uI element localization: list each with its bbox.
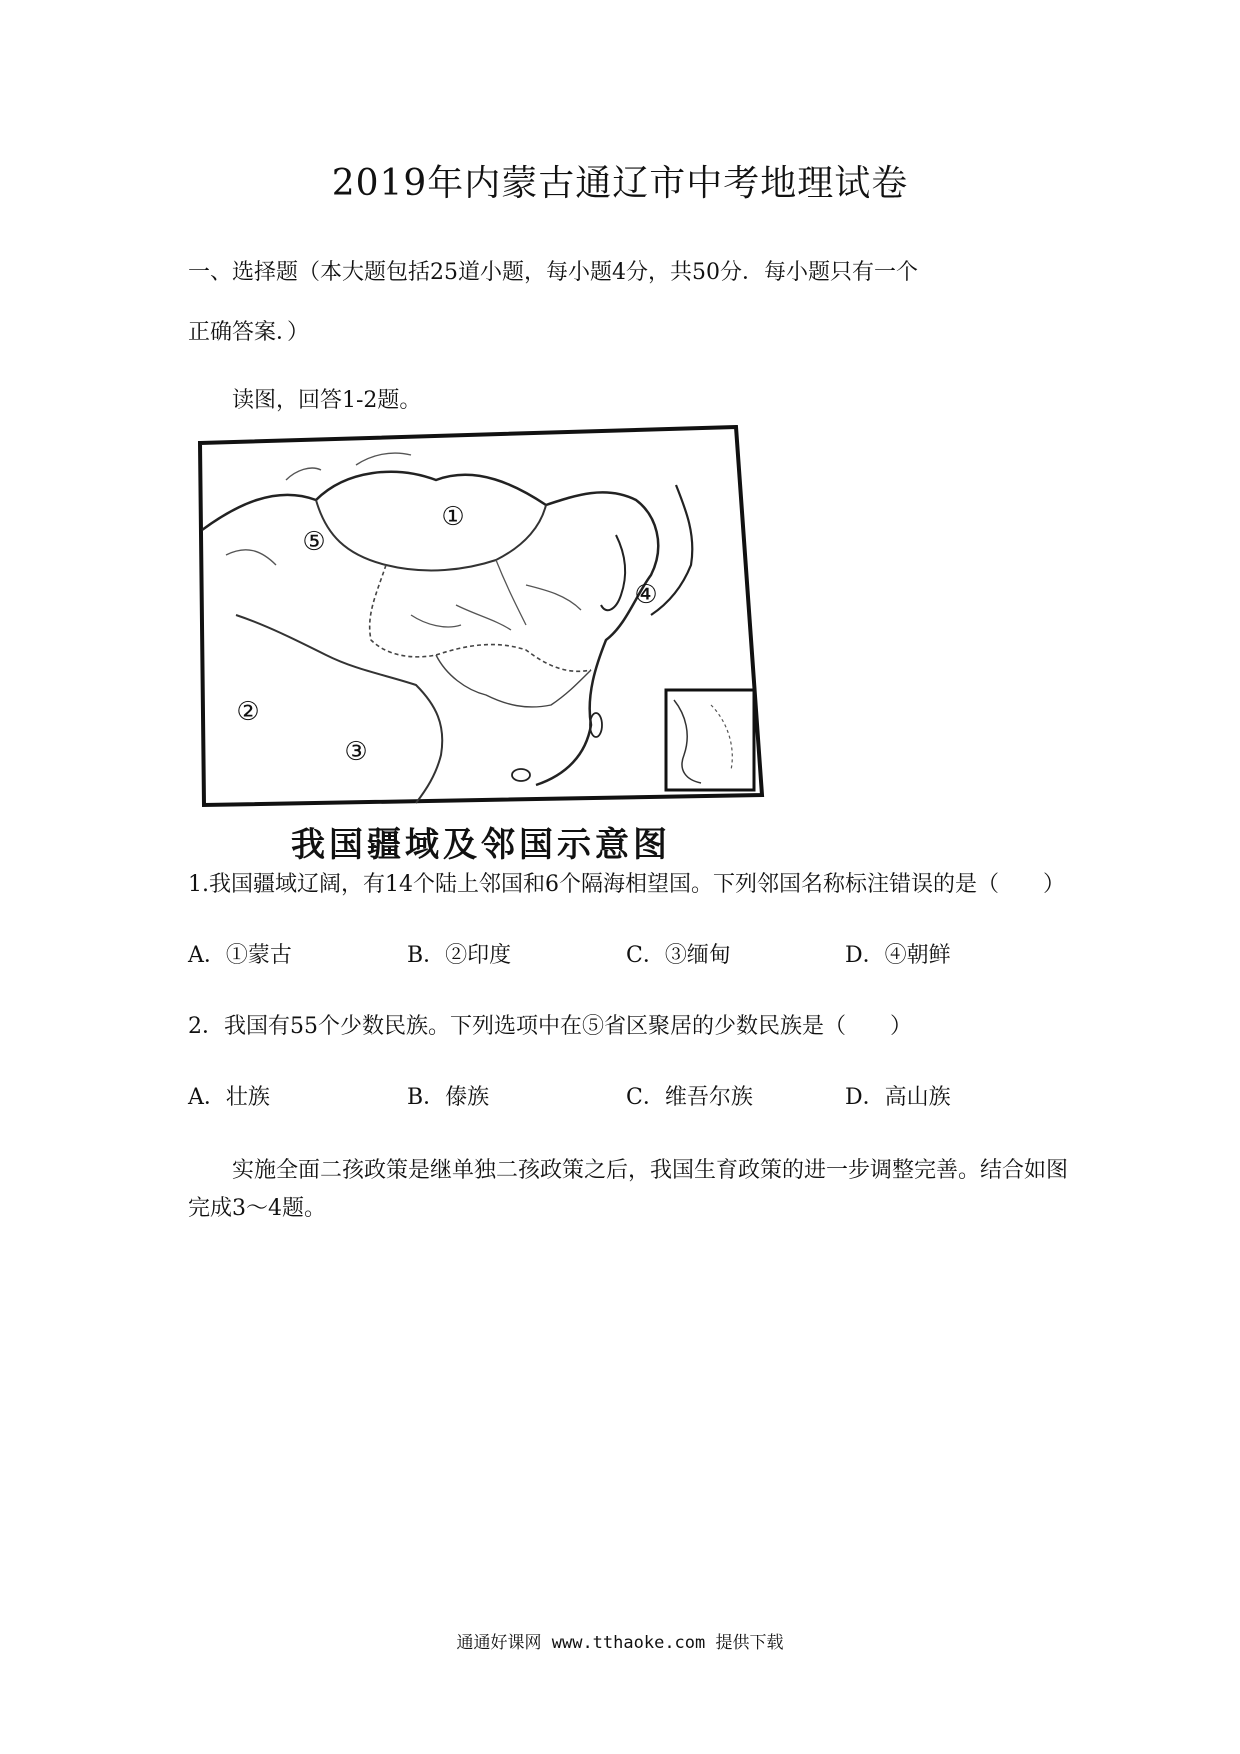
section-heading-line1: 一、选择题（本大题包括25道小题，每小题4分，共50分．每小题只有一个 bbox=[188, 260, 918, 285]
map-marker-4: ④ bbox=[634, 580, 658, 610]
map-marker-1: ① bbox=[441, 502, 465, 532]
question-1-stem: 1.我国疆域辽阔，有14个陆上邻国和6个隔海相望国。下列邻国名称标注错误的是（ ） bbox=[188, 872, 1065, 897]
map-drawing bbox=[196, 425, 766, 810]
question-1-option-d: D．④朝鲜 bbox=[845, 943, 951, 968]
page-title: 2019年内蒙古通辽市中考地理试卷 bbox=[331, 163, 909, 204]
question-1-option-c: C．③缅甸 bbox=[626, 943, 731, 968]
map-marker-2: ② bbox=[236, 697, 260, 727]
question-2-option-c: C．维吾尔族 bbox=[626, 1085, 753, 1110]
page-footer: 通通好课网 www.tthaoke.com 提供下载 bbox=[456, 1633, 784, 1653]
china-territory-map bbox=[196, 425, 766, 810]
question-2-stem: 2．我国有55个少数民族。下列选项中在⑤省区聚居的少数民族是（ ） bbox=[188, 1014, 912, 1039]
question-2-option-d: D．高山族 bbox=[845, 1085, 951, 1110]
question-1-option-a: A．①蒙古 bbox=[188, 943, 292, 968]
section-heading-line2: 正确答案．） bbox=[188, 320, 310, 345]
question-1-option-b: B．②印度 bbox=[407, 943, 512, 968]
question-2-option-b: B．傣族 bbox=[407, 1085, 490, 1110]
map-marker-5: ⑤ bbox=[302, 527, 326, 557]
map-caption: 我国疆域及邻国示意图 bbox=[291, 825, 671, 865]
question-intro-2-line1: 实施全面二孩政策是继单独二孩政策之后，我国生育政策的进一步调整完善。结合如图 bbox=[232, 1158, 1069, 1183]
map-marker-3: ③ bbox=[344, 737, 368, 767]
question-intro-1: 读图，回答1-2题。 bbox=[232, 388, 422, 413]
question-2-option-a: A．壮族 bbox=[188, 1085, 270, 1110]
question-intro-2-line2: 完成3～4题。 bbox=[188, 1196, 326, 1221]
